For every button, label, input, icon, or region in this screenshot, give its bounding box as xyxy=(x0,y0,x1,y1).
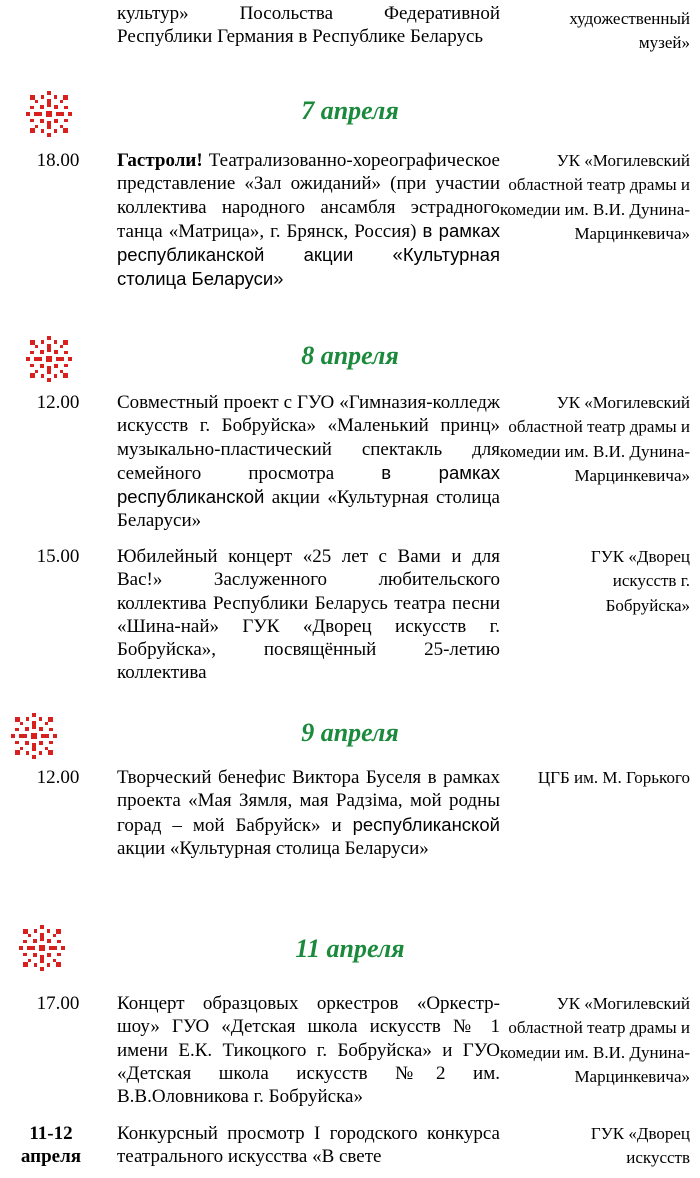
event-venue: УК «Могилевский областной театр драмы и комедии им. В.И. Дунина-Марцинкевича» xyxy=(499,151,690,243)
event-venue: УК «Могилевский областной театр драмы и комедии им. В.И. Дунина-Марцинкевича» xyxy=(499,994,690,1086)
event-suffix: в рамках республиканской xyxy=(117,461,500,508)
event-text: Творческий бенефис Виктора Буселя в рамках проекта «Мая Зямля, мая Радзіма, мой родны горад – мой Бабруйск» и xyxy=(117,767,500,836)
event-suffix: республиканской xyxy=(352,813,500,835)
event-description xyxy=(117,391,500,533)
event-description: Конкурсный просмотр I городского конкурса театрального искусства «В свете xyxy=(117,1123,500,1168)
event-description xyxy=(117,766,500,860)
continuation-description: культур» Посольства Федеративной Республики Германия в Республике Беларусь xyxy=(117,3,500,48)
event-time: 12.00 xyxy=(36,767,80,788)
day-date: 11 апреля xyxy=(295,934,405,963)
event-text: Театрализованно-хореографическое представление «Зал ожиданий» (при участии коллектива народного ансамбля эстрадного танца «Матрица», г. Брянск, Россия) xyxy=(117,150,500,242)
event-text-2: акции «Культурная столица Беларуси» xyxy=(117,837,429,859)
event-venue: ГУК «Дворец искусств xyxy=(590,1124,690,1168)
event-suffix: в рамках республиканской акции «Культурная столица Беларуси» xyxy=(117,219,500,290)
event-date-range: 11-12 апреля xyxy=(20,1123,82,1167)
event-venue: УК «Могилевский областной театр драмы и комедии им. В.И. Дунина-Марцинкевича» xyxy=(499,393,690,485)
event-time: 18.00 xyxy=(36,150,80,171)
day-date: 8 апреля xyxy=(301,341,399,370)
day-header-9 xyxy=(0,711,700,761)
event-time: 12.00 xyxy=(36,392,80,413)
continuation-venue: художественный музей» xyxy=(569,9,690,53)
day-date: 7 апреля xyxy=(301,96,399,125)
event-text-2: акции «Культурная столица Беларуси» xyxy=(117,487,500,532)
event-venue: ЦГБ им. М. Горького xyxy=(537,768,690,787)
event-description: Концерт образцовых оркестров «Оркестр-шоу» ГУО «Детская школа искусств № 1 имени Е.К. Тикоцкого г. Бобруйска» и ГУО «Детская школа искусств №2 им. В.В.Оловникова г. Бобруйска» xyxy=(117,993,500,1108)
day-date: 9 апреля xyxy=(301,718,399,747)
day-header-8 xyxy=(0,334,700,384)
event-venue: ГУК «Дворец искусств г. Бобруйска» xyxy=(590,547,690,615)
event-lead: Гастроли! xyxy=(117,150,203,171)
day-header-11 xyxy=(0,923,700,973)
event-text: Совместный проект с ГУО «Гимназия-колледж искусств г. Бобруйска» «Маленький принц» музыкально-пластический спектакль для семейного просмотра xyxy=(117,392,500,484)
event-description: Юбилейный концерт «25 лет с Вами и для Вас!» Заслуженного любительского коллектива Республики Беларусь театра песни «Шина-най» ГУК «Дворец искусств г. Бобруйска», посвящённый 25-летию коллектива xyxy=(117,546,500,684)
day-header-7 xyxy=(0,89,700,139)
event-time: 15.00 xyxy=(36,546,80,567)
event-description xyxy=(117,149,500,292)
event-time: 17.00 xyxy=(36,993,80,1014)
